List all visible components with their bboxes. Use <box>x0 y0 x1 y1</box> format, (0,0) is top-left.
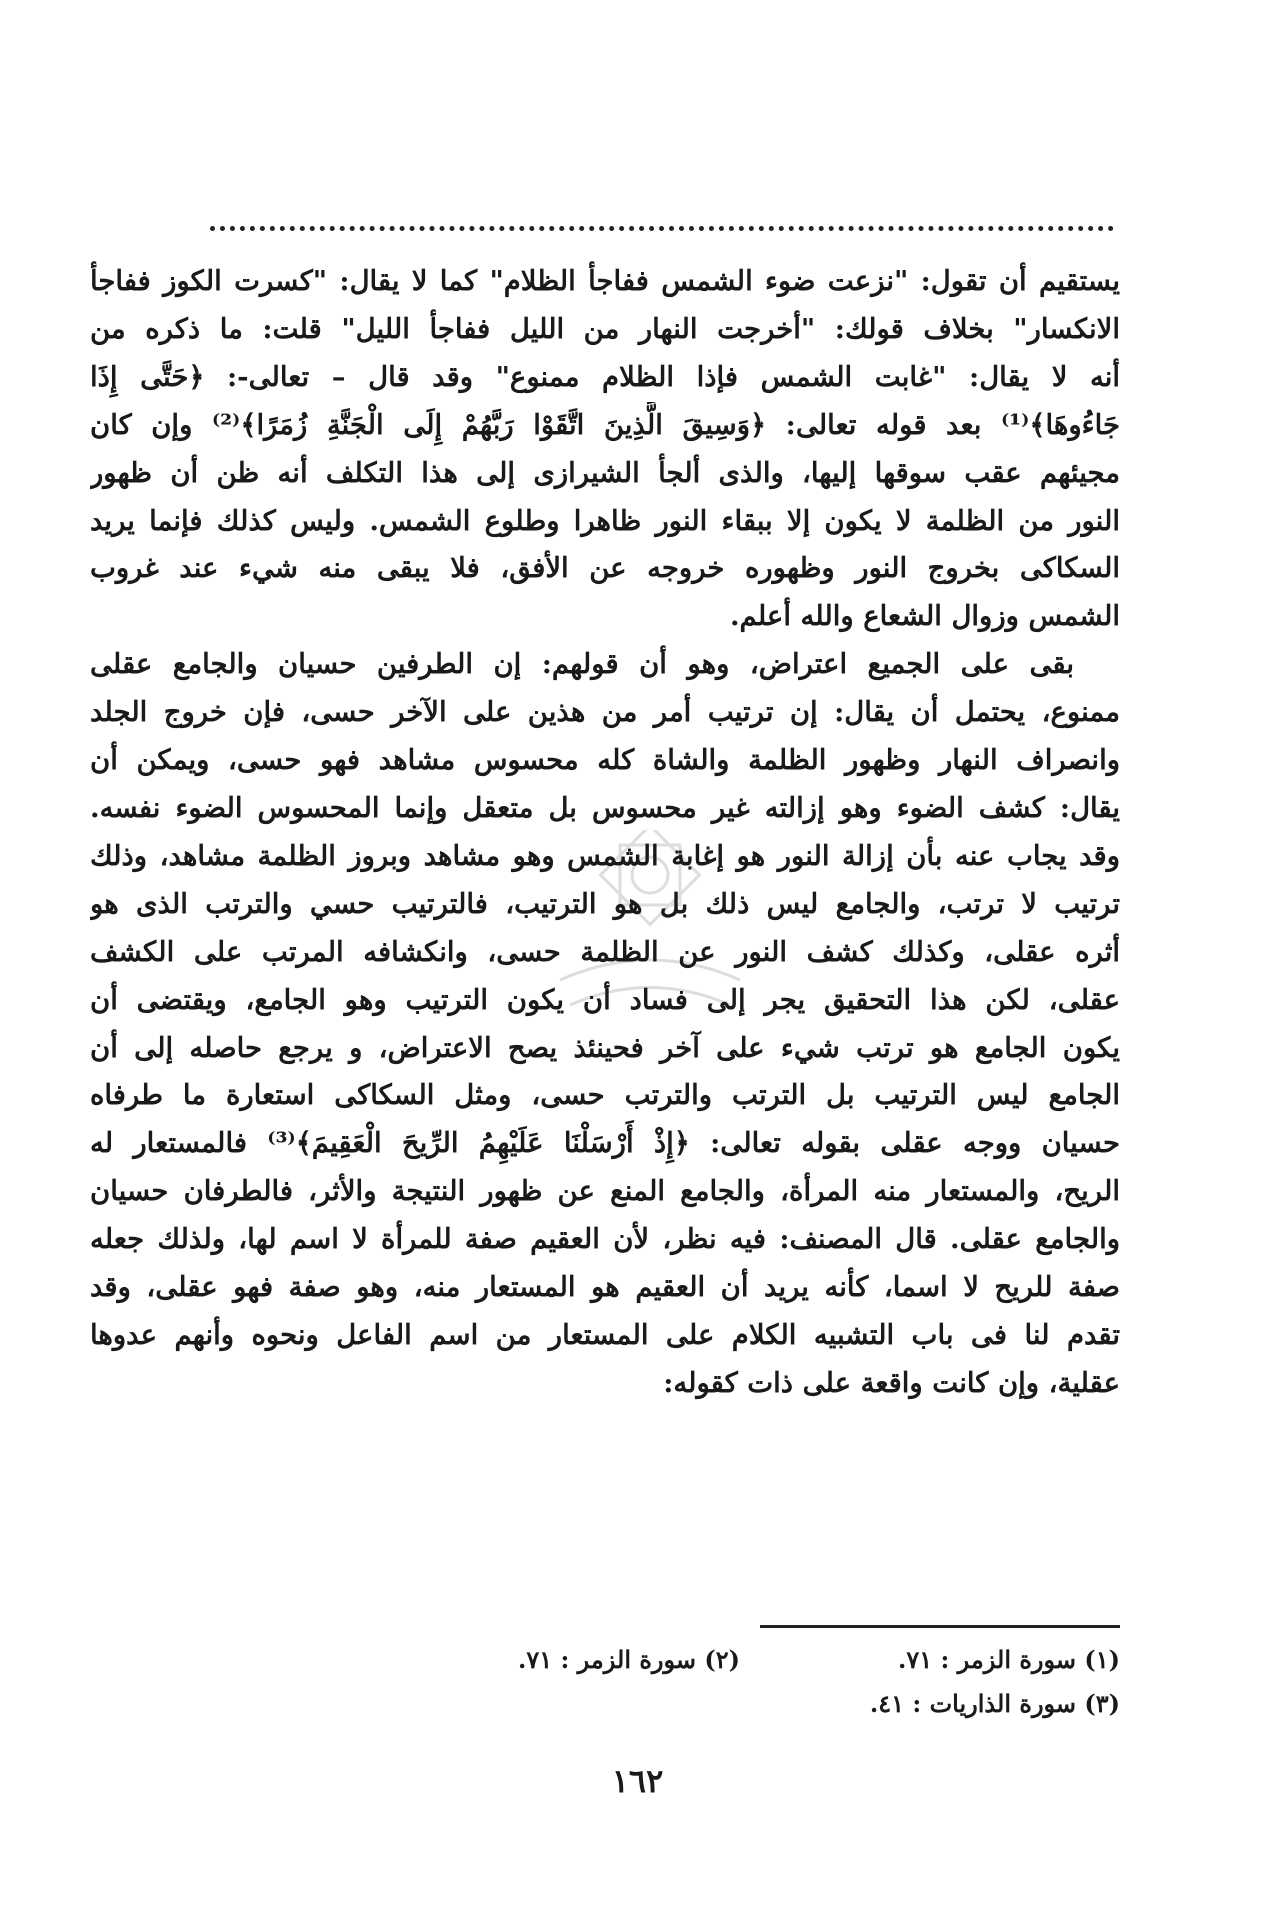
text-line: يكون الجامع هو ترتب شيء على آخر فحينئذ يصح الاعتراض، و يرجع حاصله إلى أن <box>90 1031 1120 1064</box>
paragraph-1 <box>90 258 1120 641</box>
footnote-row <box>360 1682 1120 1726</box>
main-text <box>90 258 1120 1408</box>
text-line: جَاءُوهَا﴾⁽¹⁾ بعد قوله تعالى: ﴿وَسِيقَ الَّذِينَ اتَّقَوْا رَبَّهُمْ إِلَى الْجَنَّةِ زُمَرًا﴾⁽²⁾ وإن كان <box>90 408 1120 441</box>
text-line: أنه لا يقال: "غابت الشمس فإذا الظلام ممنوع" وقد قال – تعالى-: ﴿حَتَّى إِذَا <box>90 360 1120 393</box>
text-line: الانكسار" بخلاف قولك: "أخرجت النهار من الليل ففاجأ الليل" قلت: ما ذكره من <box>90 312 1120 345</box>
paragraph-2 <box>90 641 1120 1408</box>
text-line: يقال: كشف الضوء وهو إزالته غير محسوس بل متعقل وإنما المحسوس الضوء نفسه. <box>90 791 1120 824</box>
text-line: تقدم لنا فى باب التشبيه الكلام على المستعار من اسم الفاعل ونحوه وأنهم عدوها <box>90 1318 1120 1351</box>
text-line: السكاكى بخروج النور وظهوره خروجه عن الأفق، فلا يبقى منه شيء عند غروب <box>90 552 1120 585</box>
text-line: الريح، والمستعار منه المرأة، والجامع المنع عن ظهور النتيجة والأثر، فالطرفان حسيان <box>90 1175 1120 1208</box>
text-line: وانصراف النهار وظهور الظلمة والشاة كله محسوس مشاهد فهو حسى، ويمكن أن <box>90 744 1120 777</box>
text-line: يستقيم أن تقول: "نزعت ضوء الشمس ففاجأ الظلام" كما لا يقال: "كسرت الكوز ففاجأ <box>90 265 1120 297</box>
footnote-2: (٢) سورة الزمر : ٧١. <box>517 1645 740 1674</box>
text-line: الجامع ليس الترتيب بل الترتب والترتب حسى، ومثل السكاكى استعارة ما طرفاه <box>90 1079 1120 1112</box>
text-line: ترتيب لا ترتب، والجامع ليس ذلك بل هو الترتيب، فالترتيب حسي والترتب الذى هو <box>90 887 1120 920</box>
text-line: صفة للريح لا اسما، كأنه يريد أن العقيم هو المستعار منه، وهو صفة فهو عقلى، وقد <box>90 1271 1120 1304</box>
text-line: ممنوع، يحتمل أن يقال: إن ترتيب أمر من هذين على الآخر حسى، فإن خروج الجلد <box>90 696 1120 729</box>
text-line: حسيان ووجه عقلى بقوله تعالى: ﴿إِذْ أَرْسَلْنَا عَلَيْهِمُ الرِّيحَ الْعَقِيمَ﴾⁽³⁾ فالمستعار له <box>90 1127 1120 1160</box>
text-line: عقلى، لكن هذا التحقيق يجر إلى فساد أن يكون الترتيب وهو الجامع، ويقتضى أن <box>90 983 1120 1016</box>
text-line: الشمس وزوال الشعاع والله أعلم. <box>729 600 1120 633</box>
page-number: ١٦٢ <box>611 1762 664 1800</box>
text-line: وقد يجاب عنه بأن إزالة النور هو إغابة الشمس وهو مشاهد وبروز الظلمة مشاهد، وذلك <box>90 839 1120 872</box>
footnote-separator <box>760 1625 1120 1628</box>
footnotes <box>360 1638 1120 1726</box>
text-line: بقى على الجميع اعتراض، وهو أن قولهم: إن الطرفين حسيان والجامع عقلى <box>90 648 1074 681</box>
footnote-row <box>360 1638 1120 1682</box>
text-line: والجامع عقلى. قال المصنف: فيه نظر، لأن العقيم صفة للمرأة لا اسم لها، ولذلك جعله <box>90 1223 1120 1256</box>
footnote-3: (٣) سورة الذاريات : ٤١. <box>869 1689 1120 1718</box>
text-line: أثره عقلى، وكذلك كشف النور عن الظلمة حسى، وانكشافه المرتب على الكشف <box>90 935 1120 968</box>
footnote-1: (١) سورة الزمر : ٧١. <box>897 1645 1120 1674</box>
header-dotted-rule <box>210 226 1114 231</box>
text-line: عقلية، وإن كانت واقعة على ذات كقوله: <box>663 1366 1120 1399</box>
text-line: النور من الظلمة لا يكون إلا ببقاء النور ظاهرا وطلوع الشمس. وليس كذلك فإنما يريد <box>90 504 1120 537</box>
text-line: مجيئهم عقب سوقها إليها، والذى ألجأ الشيرازى إلى هذا التكلف أنه ظن أن ظهور <box>90 456 1120 489</box>
